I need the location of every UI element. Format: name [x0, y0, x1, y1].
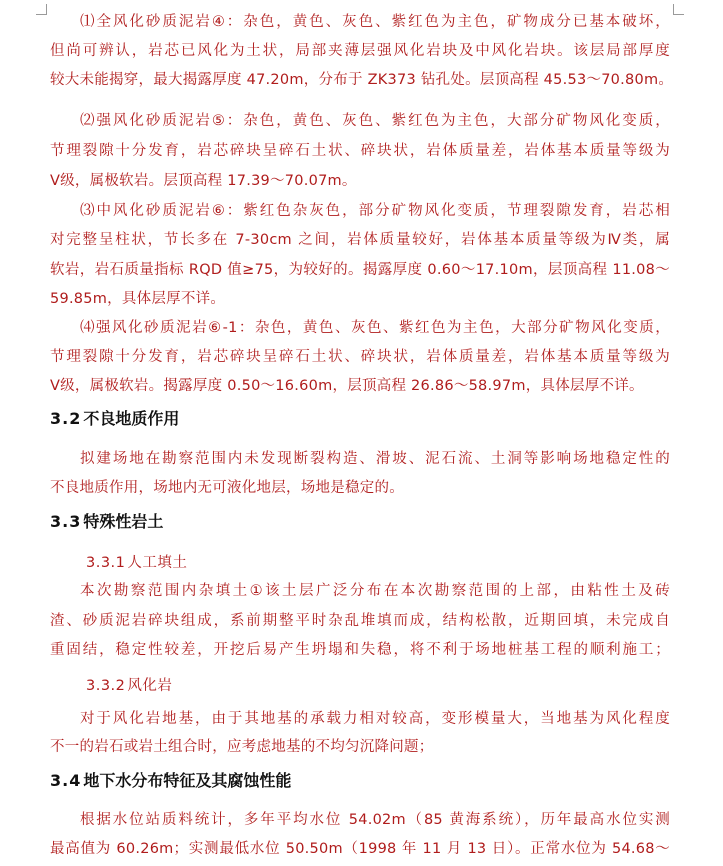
paragraph-line: ⑴全风化砂质泥岩④：杂色，黄色、灰色、紫红色为主色，矿物成分已基本破坏，	[80, 14, 670, 30]
paragraph-line: 渣、砂质泥岩碎块组成，系前期整平时杂乱堆填而成，结构松散，近期回填，未完成自	[50, 613, 670, 629]
paragraph-line: 重固结，稳定性较差，开挖后易产生坍塌和失稳，将不利于场地桩基工程的顺利施工；	[50, 642, 670, 658]
subsection-title: 风化岩	[127, 678, 173, 694]
paragraph-line: ⑶中风化砂质泥岩⑥：紫红色杂灰色，部分矿物风化变质，节理裂隙发育，岩芯相	[80, 203, 670, 219]
paragraph-line: 59.85m，具体层厚不详。	[50, 291, 226, 307]
paragraph-line: 较大未能揭穿，最大揭露厚度 47.20m，分布于 ZK373 钻孔处。层顶高程 45.53～70.80m。	[50, 72, 674, 88]
crop-mark-top-left	[36, 4, 47, 15]
crop-mark-top-right	[673, 4, 684, 15]
paragraph-line: Ⅴ级，属极软岩。揭露厚度 0.50～16.60m，层顶高程 26.86～58.97m，具体层厚不详。	[50, 378, 644, 394]
paragraph-line: 对于风化岩地基，由于其地基的承载力相对较高，变形模量大，当地基为风化程度	[80, 711, 670, 727]
paragraph-line: 不一的岩石或岩土组合时，应考虑地基的不均匀沉降问题；	[50, 739, 434, 755]
paragraph-line: 最高值为 60.26m；实测最低水位 50.50m（1998 年 11 月 13 日）。正常水位为 54.68～	[50, 841, 670, 857]
section-heading-3-2	[50, 408, 179, 430]
paragraph-line: ⑵强风化砂质泥岩⑤：杂色，黄色、灰色、紫红色为主色，大部分矿物风化变质，	[80, 113, 670, 129]
section-title: 不良地质作用	[83, 409, 180, 428]
paragraph-line: 拟建场地在勘察范围内未发现断裂构造、滑坡、泥石流、土洞等影响场地稳定性的	[80, 451, 670, 467]
subsection-number: 3.3.1	[86, 555, 126, 571]
paragraph-line: 不良地质作用，场地内无可液化地层，场地是稳定的。	[50, 480, 404, 496]
paragraph-line: 根据水位站质料统计，多年平均水位 54.02m（85 黄海系统），历年最高水位实测	[80, 812, 670, 828]
paragraph-line: 节理裂隙十分发育，岩芯碎块呈碎石土状、碎块状，岩体质量差，岩体基本质量等级为	[50, 349, 670, 365]
section-number: 3.4	[50, 771, 82, 790]
paragraph-line: 节理裂隙十分发育，岩芯碎块呈碎石土状、碎块状，岩体质量差，岩体基本质量等级为	[50, 143, 670, 159]
paragraph-line: Ⅴ级，属极软岩。层顶高程 17.39～70.07m。	[50, 173, 357, 189]
section-number: 3.3	[50, 512, 82, 531]
section-heading-3-4	[50, 770, 291, 792]
paragraph-line: 但尚可辨认，岩芯已风化为土状，局部夹薄层强风化岩块及中风化岩块。该层局部厚度	[50, 43, 670, 59]
paragraph-line: 软岩，岩石质量指标 RQD 值≥75，为较好的。揭露厚度 0.60～17.10m，层顶高程 11.08～	[50, 262, 670, 278]
subsection-heading-3-3-2	[86, 676, 172, 696]
subsection-title: 人工填土	[127, 555, 188, 571]
subsection-number: 3.3.2	[86, 678, 126, 694]
paragraph-line: 本次勘察范围内杂填土①该土层广泛分布在本次勘察范围的上部，由粘性土及砖	[80, 583, 670, 599]
section-number: 3.2	[50, 409, 82, 428]
paragraph-line: 对完整呈柱状，节长多在 7-30cm 之间，岩体质量较好，岩体基本质量等级为Ⅳ类，属	[50, 232, 670, 248]
paragraph-line: ⑷强风化砂质泥岩⑥-1：杂色，黄色、灰色、紫红色为主色，大部分矿物风化变质，	[80, 320, 670, 336]
subsection-heading-3-3-1	[86, 553, 187, 573]
section-heading-3-3	[50, 511, 163, 533]
section-title: 特殊性岩土	[83, 512, 164, 531]
section-title: 地下水分布特征及其腐蚀性能	[83, 771, 292, 790]
